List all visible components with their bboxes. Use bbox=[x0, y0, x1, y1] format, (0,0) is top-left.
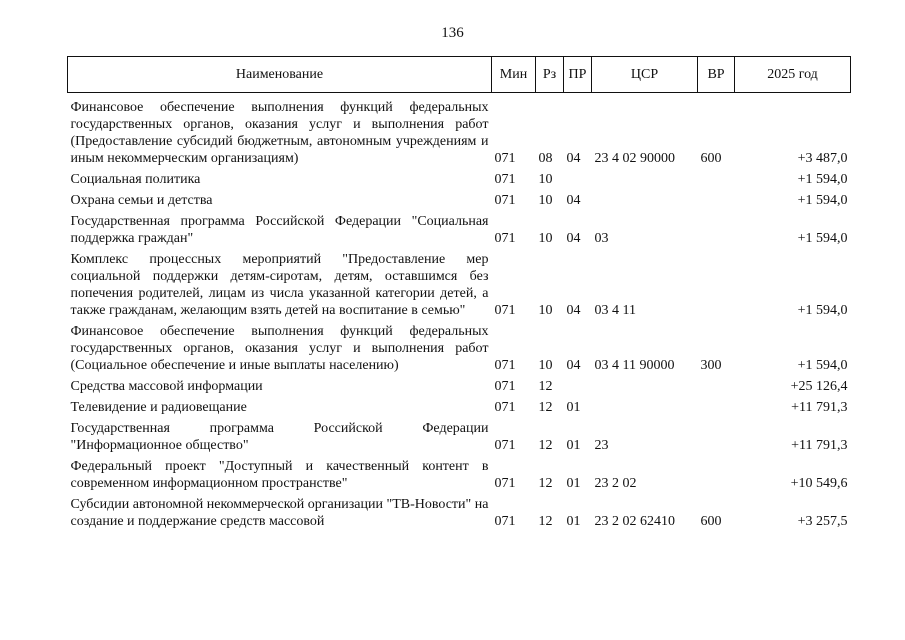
row-rz-code: 10 bbox=[538, 231, 553, 246]
row-amount: +1 594,0 bbox=[797, 231, 848, 246]
row-min-code: 071 bbox=[494, 379, 516, 394]
table-row bbox=[68, 190, 851, 211]
row-pr-code: 04 bbox=[566, 303, 581, 318]
row-name: Федеральный проект "Доступный и качественный контент в современном информационном пространстве" bbox=[70, 459, 489, 491]
table-row bbox=[68, 397, 851, 418]
row-csr-code bbox=[592, 397, 698, 418]
row-rz-code: 10 bbox=[538, 358, 553, 373]
row-amount: +1 594,0 bbox=[797, 303, 848, 318]
row-min-code: 071 bbox=[494, 231, 516, 246]
row-vr-code bbox=[698, 211, 735, 249]
header-csr: ЦСР bbox=[592, 57, 698, 93]
row-min-code: 071 bbox=[494, 172, 516, 187]
row-pr-code: 01 bbox=[566, 438, 581, 453]
row-rz-code: 12 bbox=[538, 400, 553, 415]
row-amount: +1 594,0 bbox=[797, 172, 848, 187]
row-csr-code: 23 4 02 90000 bbox=[594, 151, 675, 166]
table-row bbox=[68, 456, 851, 494]
row-vr-code: 600 bbox=[700, 514, 722, 529]
budget-table bbox=[67, 56, 851, 532]
header-vr: ВР bbox=[698, 57, 735, 93]
row-vr-code bbox=[698, 456, 735, 494]
row-vr-code bbox=[698, 169, 735, 190]
row-name: Телевидение и радиовещание bbox=[70, 400, 247, 415]
row-pr-code: 01 bbox=[566, 400, 581, 415]
row-pr-code bbox=[564, 376, 592, 397]
header-name: Наименование bbox=[68, 57, 492, 93]
table-row bbox=[68, 249, 851, 321]
table-row bbox=[68, 169, 851, 190]
row-rz-code: 10 bbox=[538, 303, 553, 318]
row-pr-code: 04 bbox=[566, 151, 581, 166]
row-vr-code bbox=[698, 376, 735, 397]
row-csr-code bbox=[592, 376, 698, 397]
row-amount: +3 257,5 bbox=[797, 514, 848, 529]
row-vr-code bbox=[698, 249, 735, 321]
row-name: Субсидии автономной некоммерческой организации "ТВ-Новости" на создание и поддержание средств массовой bbox=[70, 497, 489, 529]
page-number: 136 bbox=[441, 25, 464, 41]
row-min-code: 071 bbox=[494, 400, 516, 415]
row-pr-code: 04 bbox=[566, 193, 581, 208]
row-name: Охрана семьи и детства bbox=[70, 193, 213, 208]
table-row bbox=[68, 93, 851, 170]
row-rz-code: 08 bbox=[538, 151, 553, 166]
header-min: Мин bbox=[492, 57, 536, 93]
row-min-code: 071 bbox=[494, 193, 516, 208]
row-amount: +25 126,4 bbox=[790, 379, 848, 394]
row-rz-code: 12 bbox=[538, 379, 553, 394]
row-csr-code: 23 2 02 bbox=[594, 476, 637, 491]
row-amount: +10 549,6 bbox=[790, 476, 848, 491]
table-header-row bbox=[68, 57, 851, 93]
row-pr-code bbox=[564, 169, 592, 190]
row-name: Средства массовой информации bbox=[70, 379, 263, 394]
row-name: Финансовое обеспечение выполнения функций федеральных государственных органов, оказания услуг и выполнения работ (Социальное обеспечение и иные выплаты населению) bbox=[70, 324, 489, 373]
table-row bbox=[68, 494, 851, 532]
row-pr-code: 01 bbox=[566, 476, 581, 491]
row-csr-code bbox=[592, 190, 698, 211]
row-rz-code: 12 bbox=[538, 514, 553, 529]
row-name: Комплекс процессных мероприятий "Предоставление мер социальной поддержки детям-сиротам, детям, оставшимся без попечения родителей, лицам из числа указанной категории детей, а также гражданам, желающим взять детей на воспитание в семью" bbox=[70, 252, 489, 318]
table-row bbox=[68, 321, 851, 376]
row-csr-code: 03 4 11 bbox=[594, 303, 636, 318]
row-csr-code: 03 4 11 90000 bbox=[594, 358, 675, 373]
row-rz-code: 10 bbox=[538, 172, 553, 187]
header-pr: ПР bbox=[564, 57, 592, 93]
row-vr-code: 300 bbox=[700, 358, 722, 373]
row-name: Государственная программа Российской Федерации "Социальная поддержка граждан" bbox=[70, 214, 489, 246]
row-name: Финансовое обеспечение выполнения функций федеральных государственных органов, оказания услуг и выполнения работ (Предоставление субсидий бюджетным, автономным учреждениям и иным некоммерческим организациям) bbox=[70, 100, 489, 166]
header-year: 2025 год bbox=[735, 57, 851, 93]
table-body bbox=[68, 93, 851, 533]
row-csr-code bbox=[592, 169, 698, 190]
row-amount: +1 594,0 bbox=[797, 193, 848, 208]
row-min-code: 071 bbox=[494, 476, 516, 491]
header-rz: Рз bbox=[536, 57, 564, 93]
row-rz-code: 12 bbox=[538, 438, 553, 453]
table-row bbox=[68, 211, 851, 249]
row-vr-code bbox=[698, 397, 735, 418]
row-min-code: 071 bbox=[494, 514, 516, 529]
row-amount: +3 487,0 bbox=[797, 151, 848, 166]
row-min-code: 071 bbox=[494, 358, 516, 373]
row-csr-code: 03 bbox=[594, 231, 609, 246]
row-csr-code: 23 2 02 62410 bbox=[594, 514, 675, 529]
table-row bbox=[68, 376, 851, 397]
row-csr-code: 23 bbox=[594, 438, 609, 453]
row-min-code: 071 bbox=[494, 151, 516, 166]
row-amount: +11 791,3 bbox=[791, 400, 848, 415]
row-pr-code: 01 bbox=[566, 514, 581, 529]
row-min-code: 071 bbox=[494, 438, 516, 453]
row-rz-code: 12 bbox=[538, 476, 553, 491]
row-vr-code bbox=[698, 418, 735, 456]
row-pr-code: 04 bbox=[566, 231, 581, 246]
row-vr-code: 600 bbox=[700, 151, 722, 166]
table-row bbox=[68, 418, 851, 456]
row-min-code: 071 bbox=[494, 303, 516, 318]
row-amount: +1 594,0 bbox=[797, 358, 848, 373]
row-pr-code: 04 bbox=[566, 358, 581, 373]
row-amount: +11 791,3 bbox=[791, 438, 848, 453]
row-name: Социальная политика bbox=[70, 172, 201, 187]
row-vr-code bbox=[698, 190, 735, 211]
row-rz-code: 10 bbox=[538, 193, 553, 208]
row-name: Государственная программа Российской Федерации "Информационное общество" bbox=[70, 421, 489, 453]
